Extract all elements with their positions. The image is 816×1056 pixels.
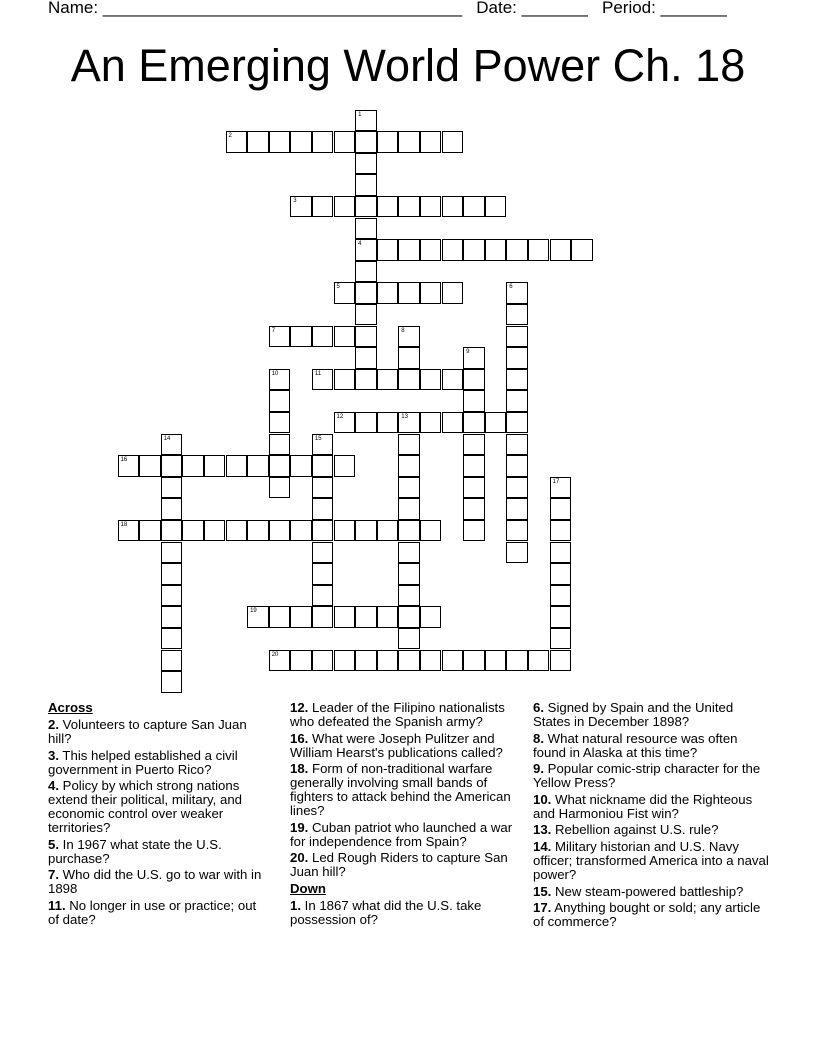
clue-text: Signed by Spain and the United States in December 1898? <box>533 700 734 729</box>
grid-cell[interactable] <box>550 498 572 520</box>
grid-cell[interactable] <box>355 282 377 304</box>
clue-number-label: 7. <box>48 867 59 883</box>
clue-number: 15 <box>314 435 322 442</box>
down-clue <box>533 885 773 899</box>
clue-number: 13 <box>401 413 408 420</box>
clue-number-label: 20. <box>290 850 309 866</box>
grid-cell[interactable] <box>506 326 528 348</box>
across-clue <box>48 718 270 746</box>
grid-cell[interactable] <box>442 239 464 261</box>
grid-cell[interactable] <box>377 282 399 304</box>
clue-text: In 1967 what state the U.S. purchase? <box>48 836 222 866</box>
grid-cell[interactable] <box>312 477 334 499</box>
grid-cell[interactable] <box>420 282 442 304</box>
grid-cell[interactable] <box>506 477 528 499</box>
clue-number-label: 4. <box>48 778 59 794</box>
clue-number-label: 9. <box>533 761 544 777</box>
grid-cell[interactable] <box>463 347 485 369</box>
grid-cell[interactable] <box>442 196 464 218</box>
grid-cell[interactable] <box>355 412 377 434</box>
clue-number: 18 <box>120 521 128 528</box>
grid-cell[interactable] <box>506 542 528 564</box>
grid-cell[interactable] <box>334 369 356 391</box>
grid-cell[interactable] <box>463 650 485 672</box>
grid-cell[interactable] <box>398 650 420 672</box>
grid-cell[interactable] <box>485 239 507 261</box>
across-clue <box>48 899 270 927</box>
grid-cell[interactable] <box>442 369 464 391</box>
clue-number-label: 1. <box>290 897 301 913</box>
clue-number: 2 <box>228 133 232 140</box>
grid-cell[interactable] <box>312 606 334 628</box>
grid-cell[interactable] <box>334 455 356 477</box>
grid-cell[interactable] <box>506 390 528 412</box>
grid-cell[interactable] <box>312 369 334 391</box>
grid-cell[interactable] <box>506 434 528 456</box>
grid-cell[interactable] <box>398 434 420 456</box>
clue-number-label: 6. <box>533 700 544 715</box>
grid-cell[interactable] <box>528 650 550 672</box>
grid-cell[interactable] <box>398 412 420 434</box>
grid-cell[interactable] <box>420 650 442 672</box>
clue-text: In 1867 what did the U.S. take possession of? <box>290 897 482 927</box>
grid-cell[interactable] <box>377 131 399 153</box>
grid-cell[interactable] <box>161 498 183 520</box>
clue-text: Military historian and U.S. Navy officer; transformed America into a naval power? <box>533 838 769 882</box>
clue-text: Volunteers to capture San Juan hill? <box>48 717 247 746</box>
clue-text: Anything bought or sold; any article of commerce? <box>533 900 761 930</box>
clue-text: What natural resource was often found in Alaska at this time? <box>533 730 738 760</box>
grid-cell[interactable] <box>139 520 161 542</box>
down-clue <box>290 899 526 927</box>
grid-cell[interactable] <box>528 239 550 261</box>
grid-cell[interactable] <box>420 131 442 153</box>
grid-cell[interactable] <box>334 326 356 348</box>
grid-cell[interactable] <box>182 520 204 542</box>
grid-cell[interactable] <box>550 606 572 628</box>
grid-cell[interactable] <box>355 304 377 326</box>
grid-cell[interactable] <box>506 498 528 520</box>
clue-number: 19 <box>250 608 257 615</box>
grid-cell[interactable] <box>485 650 507 672</box>
grid-cell[interactable] <box>161 563 183 585</box>
grid-cell[interactable] <box>377 196 399 218</box>
grid-cell[interactable] <box>312 585 334 607</box>
clue-number: 11 <box>314 370 322 377</box>
grid-cell[interactable] <box>506 282 528 304</box>
clue-text: Form of non-traditional warfare generally involving small bands of fighters to attack behind the American lines? <box>290 761 511 819</box>
grid-cell[interactable] <box>420 369 442 391</box>
clue-number: 12 <box>336 413 344 420</box>
grid-cell[interactable] <box>334 520 356 542</box>
down-clue <box>533 901 773 929</box>
grid-cell[interactable] <box>290 326 312 348</box>
grid-cell[interactable] <box>506 412 528 434</box>
grid-cell[interactable] <box>139 455 161 477</box>
grid-cell[interactable] <box>161 606 183 628</box>
clue-text: No longer in use or practice; out of date? <box>48 897 257 927</box>
grid-cell[interactable] <box>377 650 399 672</box>
grid-cell[interactable] <box>312 498 334 520</box>
across-clue-list <box>48 718 270 927</box>
grid-cell[interactable] <box>420 196 442 218</box>
grid-cell[interactable] <box>398 477 420 499</box>
clue-number-label: 19. <box>290 819 309 835</box>
across-heading: Across <box>48 700 93 715</box>
grid-cell[interactable] <box>355 239 377 261</box>
grid-cell[interactable] <box>269 326 291 348</box>
clue-number: 17 <box>552 478 560 485</box>
across-clue <box>48 779 270 835</box>
clue-number: 9 <box>466 349 470 356</box>
grid-cell[interactable] <box>398 542 420 564</box>
grid-cell[interactable] <box>334 282 356 304</box>
clue-number: 4 <box>358 241 362 248</box>
grid-cell[interactable] <box>377 520 399 542</box>
clue-number-label: 16. <box>290 730 309 746</box>
grid-cell[interactable] <box>463 369 485 391</box>
grid-cell[interactable] <box>355 369 377 391</box>
clue-number-label: 15. <box>533 883 552 899</box>
grid-cell[interactable] <box>377 239 399 261</box>
across-clue <box>48 749 270 777</box>
grid-cell[interactable] <box>398 628 420 650</box>
grid-cell[interactable] <box>269 477 291 499</box>
grid-cell[interactable] <box>398 326 420 348</box>
grid-cell[interactable] <box>269 369 291 391</box>
grid-cell[interactable] <box>247 520 269 542</box>
grid-cell[interactable] <box>550 563 572 585</box>
period-label: Period: <box>602 0 656 17</box>
grid-cell[interactable] <box>355 196 377 218</box>
grid-cell[interactable] <box>182 455 204 477</box>
grid-cell[interactable] <box>442 650 464 672</box>
grid-cell[interactable] <box>550 520 572 542</box>
grid-cell[interactable] <box>463 390 485 412</box>
grid-cell[interactable] <box>290 606 312 628</box>
clue-text: Policy by which strong nations extend their political, military, and economic control over weaker territories? <box>48 778 242 836</box>
name-field[interactable]: ______________________________________ <box>102 0 463 17</box>
grid-cell[interactable] <box>377 412 399 434</box>
clue-number-label: 18. <box>290 761 309 777</box>
grid-cell[interactable] <box>506 520 528 542</box>
grid-cell[interactable] <box>269 131 291 153</box>
grid-cell[interactable] <box>355 261 377 283</box>
grid-cell[interactable] <box>161 434 183 456</box>
down-clue <box>533 823 773 837</box>
clue-number: 14 <box>163 435 171 442</box>
grid-cell[interactable] <box>463 412 485 434</box>
clue-text: This helped established a civil government in Puerto Rico? <box>48 747 238 777</box>
grid-cell[interactable] <box>550 650 572 672</box>
grid-cell[interactable] <box>550 628 572 650</box>
grid-cell[interactable] <box>161 520 183 542</box>
grid-cell[interactable] <box>118 455 140 477</box>
grid-cell[interactable] <box>506 347 528 369</box>
clue-text: Led Rough Riders to capture San Juan hill? <box>290 850 508 880</box>
grid-cell[interactable] <box>269 455 291 477</box>
grid-cell[interactable] <box>312 520 334 542</box>
clue-number-label: 8. <box>533 730 544 746</box>
across-clue <box>290 821 526 849</box>
clue-number-label: 5. <box>48 836 59 852</box>
grid-cell[interactable] <box>204 455 226 477</box>
grid-cell[interactable] <box>355 347 377 369</box>
grid-cell[interactable] <box>442 412 464 434</box>
grid-cell[interactable] <box>463 477 485 499</box>
grid-cell[interactable] <box>442 282 464 304</box>
grid-cell[interactable] <box>312 563 334 585</box>
clues-column-2 <box>290 701 526 930</box>
clue-text: Cuban patriot who launched a war for independence from Spain? <box>290 819 513 849</box>
date-field[interactable]: _______ <box>521 0 588 17</box>
grid-cell[interactable] <box>377 369 399 391</box>
grid-cell[interactable] <box>463 239 485 261</box>
clue-text: What were Joseph Pulitzer and William Hearst's publications called? <box>290 730 503 760</box>
grid-cell[interactable] <box>398 563 420 585</box>
grid-cell[interactable] <box>355 326 377 348</box>
grid-cell[interactable] <box>398 585 420 607</box>
grid-cell[interactable] <box>506 455 528 477</box>
grid-cell[interactable] <box>247 131 269 153</box>
grid-cell[interactable] <box>398 520 420 542</box>
grid-cell[interactable] <box>398 131 420 153</box>
grid-cell[interactable] <box>161 477 183 499</box>
grid-cell[interactable] <box>398 196 420 218</box>
grid-cell[interactable] <box>420 239 442 261</box>
grid-cell[interactable] <box>420 606 442 628</box>
clue-number-label: 12. <box>290 700 309 715</box>
down-clue <box>533 701 773 729</box>
grid-cell[interactable] <box>161 628 183 650</box>
grid-cell[interactable] <box>334 606 356 628</box>
grid-cell[interactable] <box>463 455 485 477</box>
grid-cell[interactable] <box>355 606 377 628</box>
grid-cell[interactable] <box>420 412 442 434</box>
grid-cell[interactable] <box>269 520 291 542</box>
clue-number-label: 10. <box>533 791 552 807</box>
grid-cell[interactable] <box>463 196 485 218</box>
grid-cell[interactable] <box>290 196 312 218</box>
grid-cell[interactable] <box>377 606 399 628</box>
grid-cell[interactable] <box>161 585 183 607</box>
across-clue <box>48 838 270 866</box>
down-clue <box>533 793 773 821</box>
clue-text: Popular comic-strip character for the Yellow Press? <box>533 761 761 791</box>
grid-cell[interactable] <box>398 455 420 477</box>
clue-number-label: 11. <box>48 897 66 913</box>
grid-cell[interactable] <box>355 218 377 240</box>
clue-number-label: 14. <box>533 838 552 854</box>
clues-column-1 <box>48 701 270 930</box>
grid-cell[interactable] <box>463 498 485 520</box>
grid-cell[interactable] <box>355 131 377 153</box>
grid-cell[interactable] <box>226 520 248 542</box>
grid-cell[interactable] <box>355 520 377 542</box>
page-title: An Emerging World Power Ch. 18 <box>70 40 746 91</box>
grid-cell[interactable] <box>247 606 269 628</box>
clue-text: New steam-powered battleship? <box>551 883 744 899</box>
grid-cell[interactable] <box>161 542 183 564</box>
grid-cell[interactable] <box>204 520 226 542</box>
across-clue <box>290 701 526 729</box>
grid-cell[interactable] <box>506 369 528 391</box>
grid-cell[interactable] <box>571 239 593 261</box>
clue-number-label: 3. <box>48 747 59 763</box>
clue-number: 16 <box>120 457 128 464</box>
grid-cell[interactable] <box>506 239 528 261</box>
down-clue <box>533 762 773 790</box>
grid-cell[interactable] <box>226 131 248 153</box>
clue-number-label: 2. <box>48 717 59 732</box>
grid-cell[interactable] <box>334 650 356 672</box>
down-clue <box>533 732 773 760</box>
grid-cell[interactable] <box>269 390 291 412</box>
grid-cell[interactable] <box>269 434 291 456</box>
grid-cell[interactable] <box>312 455 334 477</box>
clue-number: 8 <box>401 327 405 334</box>
grid-cell[interactable] <box>312 542 334 564</box>
grid-cell[interactable] <box>226 455 248 477</box>
grid-cell[interactable] <box>334 196 356 218</box>
grid-cell[interactable] <box>506 304 528 326</box>
grid-cell[interactable] <box>442 131 464 153</box>
grid-cell[interactable] <box>398 282 420 304</box>
grid-cell[interactable] <box>334 131 356 153</box>
grid-cell[interactable] <box>161 650 183 672</box>
clue-text: What nickname did the Righteous and Harmoniou Fist win? <box>533 791 753 821</box>
down-clue <box>533 840 773 882</box>
grid-cell[interactable] <box>269 650 291 672</box>
grid-cell[interactable] <box>398 369 420 391</box>
grid-cell[interactable] <box>247 455 269 477</box>
clue-number: 20 <box>271 651 279 658</box>
down-clue-list-continued <box>533 701 773 929</box>
grid-cell[interactable] <box>290 650 312 672</box>
clue-number-label: 13. <box>533 822 552 838</box>
grid-cell[interactable] <box>290 520 312 542</box>
grid-cell[interactable] <box>485 412 507 434</box>
grid-cell[interactable] <box>398 498 420 520</box>
clue-number: 5 <box>336 284 340 291</box>
grid-cell[interactable] <box>161 455 183 477</box>
clue-text: Who did the U.S. go to war with in 1898 <box>48 867 262 897</box>
down-heading: Down <box>290 880 326 896</box>
grid-cell[interactable] <box>312 196 334 218</box>
grid-cell[interactable] <box>312 650 334 672</box>
grid-cell[interactable] <box>161 671 183 693</box>
grid-cell[interactable] <box>550 477 572 499</box>
grid-cell[interactable] <box>269 412 291 434</box>
date-label: Date: <box>476 0 517 17</box>
grid-cell[interactable] <box>355 650 377 672</box>
period-field[interactable]: _______ <box>660 0 727 17</box>
clue-number: 3 <box>293 197 297 204</box>
grid-cell[interactable] <box>550 239 572 261</box>
grid-cell[interactable] <box>550 542 572 564</box>
grid-cell[interactable] <box>355 153 377 175</box>
clue-number: 7 <box>271 327 276 334</box>
grid-cell[interactable] <box>485 196 507 218</box>
clues-column-3 <box>533 701 773 932</box>
across-clue <box>290 762 526 818</box>
clue-text: Leader of the Filipino nationalists who defeated the Spanish army? <box>290 700 505 729</box>
clue-number: 1 <box>358 111 362 118</box>
grid-cell[interactable] <box>334 412 356 434</box>
grid-cell[interactable] <box>118 520 140 542</box>
grid-cell[interactable] <box>463 434 485 456</box>
grid-cell[interactable] <box>420 520 442 542</box>
grid-cell[interactable] <box>269 606 291 628</box>
across-clue-list-continued <box>290 701 526 879</box>
across-clue <box>290 851 526 879</box>
across-clue <box>290 732 526 760</box>
grid-cell[interactable] <box>398 239 420 261</box>
grid-cell[interactable] <box>312 131 334 153</box>
grid-cell[interactable] <box>290 455 312 477</box>
grid-cell[interactable] <box>398 606 420 628</box>
grid-cell[interactable] <box>312 434 334 456</box>
grid-cell[interactable] <box>290 131 312 153</box>
down-clue-list <box>290 899 526 927</box>
grid-cell[interactable] <box>463 520 485 542</box>
grid-cell[interactable] <box>506 650 528 672</box>
grid-cell[interactable] <box>550 585 572 607</box>
clue-number: 6 <box>509 284 513 291</box>
clue-number-label: 17. <box>533 900 552 916</box>
grid-cell[interactable] <box>312 326 334 348</box>
grid-cell[interactable] <box>355 174 377 196</box>
grid-cell[interactable] <box>398 347 420 369</box>
across-clue <box>48 868 270 896</box>
grid-cell[interactable] <box>355 110 377 132</box>
clue-number: 10 <box>271 370 279 377</box>
name-label: Name: <box>48 0 99 17</box>
clue-text: Rebellion against U.S. rule? <box>551 822 719 838</box>
